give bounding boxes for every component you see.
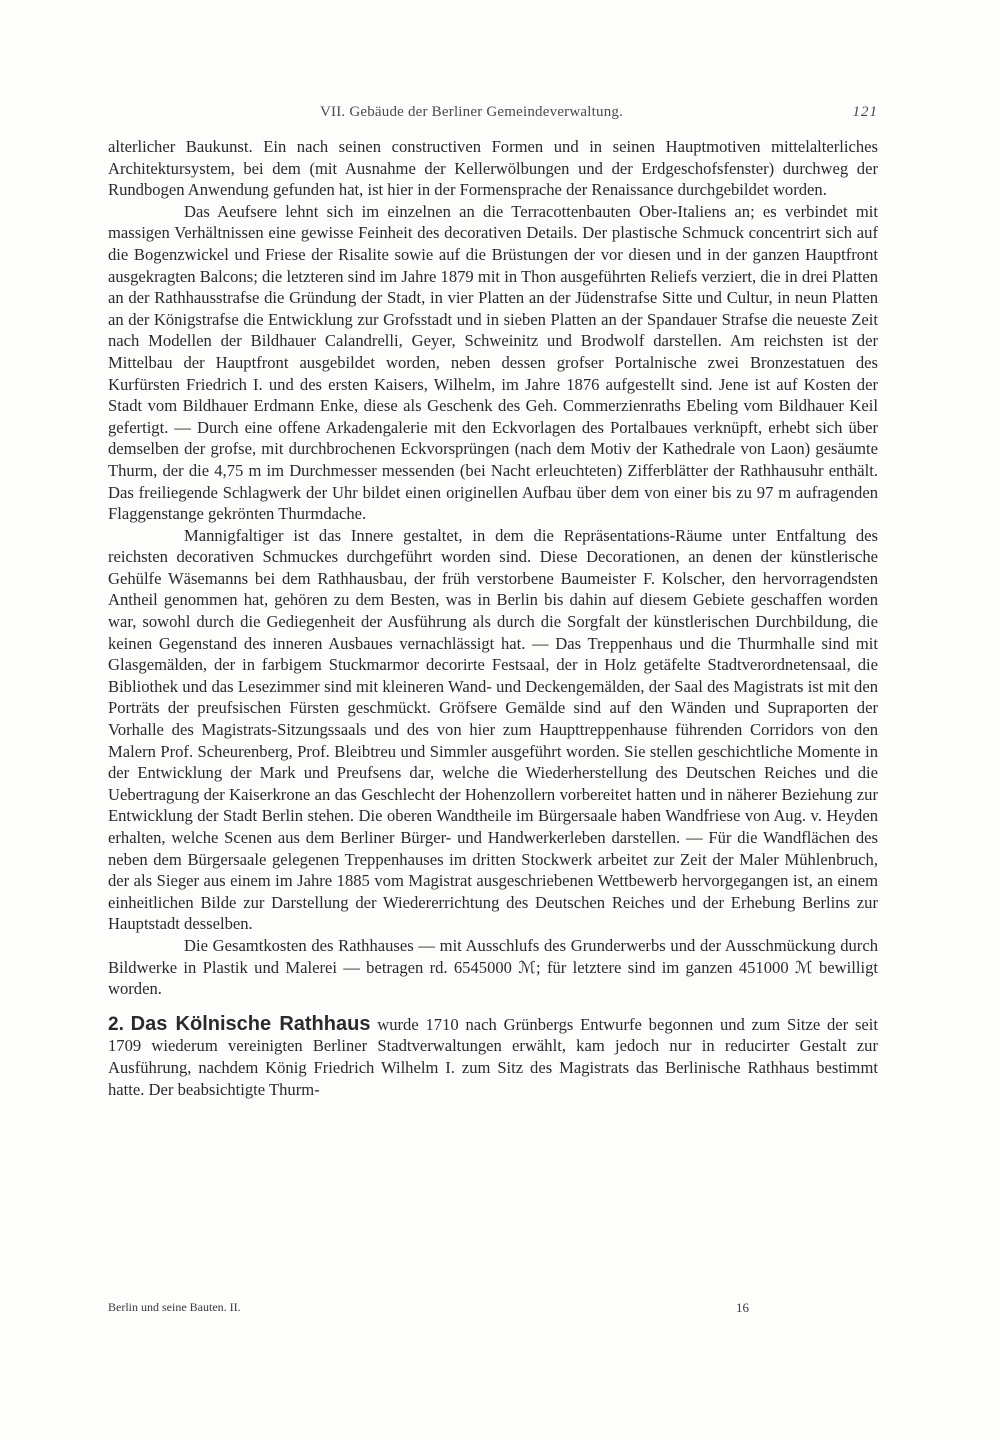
section-spacer — [108, 1000, 878, 1014]
section-koelnisches-rathhaus — [108, 1014, 878, 1100]
page-footer — [108, 1300, 878, 1320]
body-text — [108, 136, 878, 1100]
section-number: 2. — [108, 1013, 124, 1035]
section-text: wurde 1710 nach Grünbergs Entwurfe begonnen und zum Sitze der seit 1709 wiederum vereinigten Berliner Stadtverwaltungen erwählt, kam jedoch nur in reducirter Gestalt zur Ausführung, nachdem König Friedrich Wilhelm I. zum Sitz des Magistrats das Berlinische Rathhaus bestimmt hatte. Der beabsichtigte Thurm- — [108, 1014, 878, 1099]
footer-book-title: Berlin und seine Bauten. II. — [108, 1300, 241, 1314]
footer-signature: 16 — [736, 1300, 749, 1315]
section-title: Das Kölnische Rathhaus — [130, 1012, 371, 1035]
running-title: VII. Gebäude der Berliner Gemeindeverwaltung. — [320, 104, 624, 120]
paragraph-interior: Mannigfaltiger ist das Innere gestaltet, in dem die Repräsentations-Räume unter Entfaltung des reichsten decorativen Schmuckes durchgeführt worden sind. Diese Decorationen, an denen der künstlerische Gehülfe Wäsemanns bei dem Rathhausbau, der früh verstorbene Baumeister F. Kolscher, den hervorragendsten Antheil genommen hat, gehören zu dem Besten, was in Berlin bis dahin auf diesem Gebiete geschaffen worden war, sowohl durch die Gediegenheit der Ausführung als durch die Sorgfalt der künstlerischen Durchbildung, die keinen Gegenstand des inneren Ausbaues vernachlässigt hat. — Das Treppenhaus und die Thurmhalle sind mit Glasgemälden, der in farbigem Stuckmarmor decorirte Festsaal, der in Holz getäfelte Stadtverordnetensaal, die Bibliothek und das Lesezimmer sind mit kleineren Wand- und Deckengemälden, der Saal des Magistrats ist mit den Porträts der preufsischen Fürsten geschmückt. Gröfsere Gemälde sind auf den Wänden und Supraporten der Vorhalle des Magistrats-Sitzungssaals und des von hier zum Haupttreppenhause führenden Corridors von den Malern Prof. Scheurenberg, Prof. Bleibtreu und Simmler ausgeführt worden. Sie stellen geschichtliche Momente in der Entwicklung der Mark und Preufsens dar, welche die Wiederherstellung des Deutschen Reiches und die Uebertragung der Kaiserkrone an das Geschlecht der Hohenzollern vorbereitet hatten und in näherer Beziehung zur Entwicklung der Stadt Berlin stehen. Die oberen Wandtheile im Bürgersaale haben Wandfriese von Aug. v. Heyden erhalten, welche Scenen aus dem Berliner Bürger- und Handwerkerleben darstellen. — Für die Wandflächen des neben dem Bürgersaale gelegenen Treppenhauses im dritten Stockwerk arbeitet zur Zeit der Maler Mühlenbruch, der als Sieger aus einem im Jahre 1885 vom Magistrat ausgeschriebenen Wettbewerb hervorgegangen ist, an einem einheitlichen Bilde zur Darstellung der Wiedererrichtung des Deutschen Reiches und der Erhebung Berlins zur Hauptstadt desselben. — [108, 525, 878, 934]
running-header — [108, 104, 878, 126]
page-number: 121 — [852, 104, 878, 120]
paragraph-continuation: alterlicher Baukunst. Ein nach seinen constructiven Formen und in seinen Hauptmotiven mittelalterliches Architektursystem, bei dem (mit Ausnahme der Kellerwölbungen und der Erdgeschofsfenster) durchweg der Rundbogen Anwendung gefunden hat, ist hier in der Formensprache der Renaissance durchgebildet worden. — [108, 137, 878, 200]
paragraph-exterior: Das Aeufsere lehnt sich im einzelnen an die Terracottenbauten Ober-Italiens an; es verbindet mit massigen Verhältnissen eine gewisse Feinheit des decorativen Details. Der plastische Schmuck concentrirt sich auf die Bogenzwickel und Friese der Risalite sowie auf die Brüstungen der vor diesen und in der ganzen Hauptfront ausgekragten Balcons; die letzteren sind im Jahre 1879 mit in Thon ausgeführten Reliefs verziert, die in drei Platten an der Rathhausstrafse die Gründung der Stadt, in vier Platten an der Jüdenstrafse Sitte und Cultur, in neun Platten an der Königstrafse die Entwicklung zur Grofsstadt und in sieben Platten an der Spandauer Strafse die neueste Zeit nach Modellen der Bildhauer Calandrelli, Geyer, Schweinitz und Brodwolf darstellen. Am reichsten ist der Mittelbau der Hauptfront ausgebildet worden, neben dessen grofser Portalnische zwei Bronzestatuen des Kurfürsten Friedrich I. und des ersten Kaisers, Wilhelm, im Jahre 1876 aufgestellt sind. Jene ist auf Kosten der Stadt vom Bildhauer Erdmann Enke, diese als Geschenk des Geh. Commerzienraths Ebeling vom Bildhauer Keil gefertigt. — Durch eine offene Arkadengalerie mit den Eckvorlagen des Portalbaues verknüpft, erhebt sich über demselben der grofse, mit durchbrochenen Eckvorsprüngen (nach dem Motiv der Kathedrale von Laon) gesäumte Thurm, der die 4,75 m im Durchmesser messenden (bei Nacht erleuchteten) Zifferblätter der Rathhausuhr enthält. Das freiliegende Schlagwerk der Uhr bildet einen originellen Aufbau über dem von einer bis zu 97 m aufragenden Flaggenstange gekrönten Thurmdache. — [108, 201, 878, 524]
paragraph-costs: Die Gesamtkosten des Rathhauses — mit Ausschlufs des Grunderwerbs und der Ausschmückung durch Bildwerke in Plastik und Malerei — betragen rd. 6545000 ℳ; für letztere sind im ganzen 451000 ℳ bewilligt worden. — [108, 935, 878, 999]
